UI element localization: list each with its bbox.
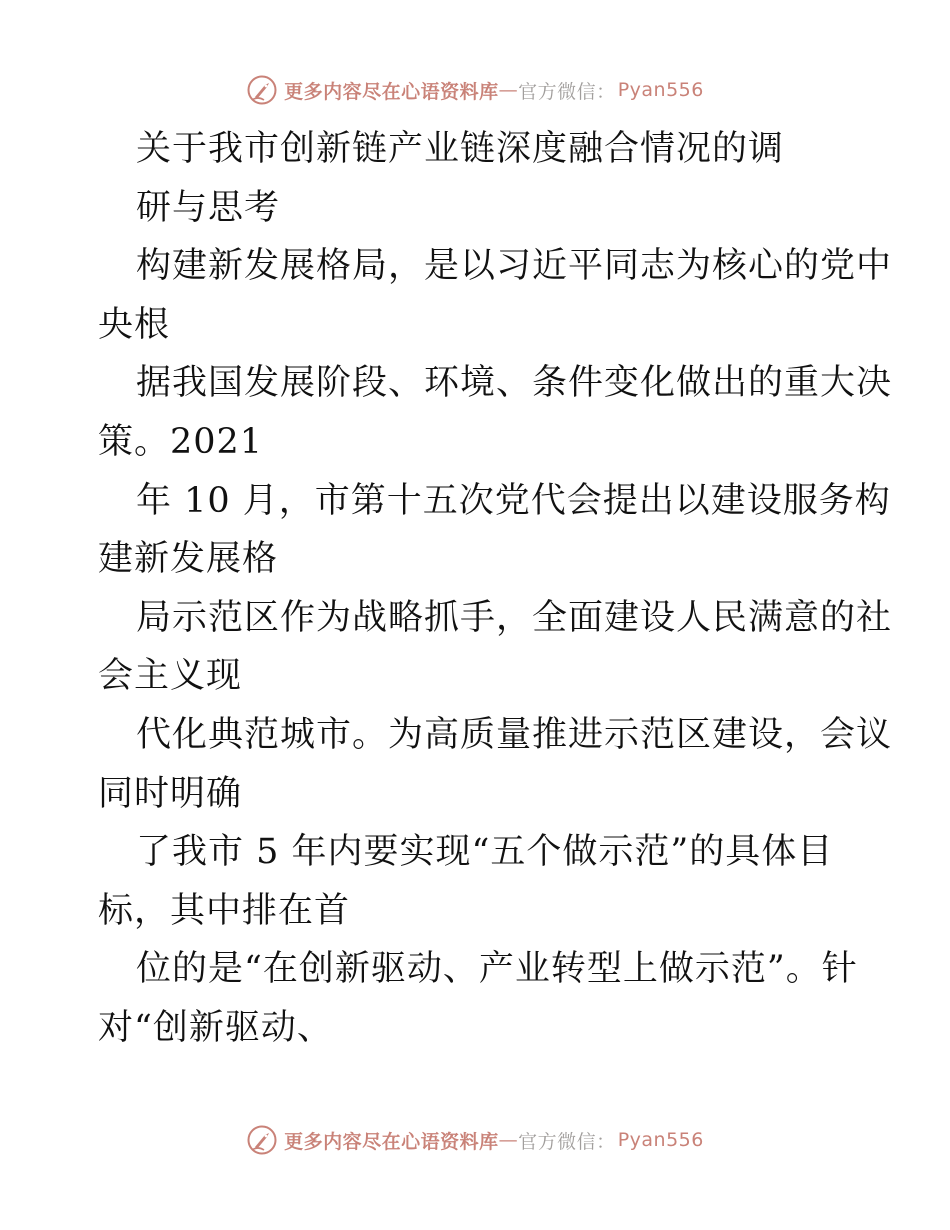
pen-nib-logo [246, 74, 278, 106]
body-line: 位的是“在创新驱动、产业转型上做示范”。针 [136, 949, 858, 990]
body-line: 年 10 月，市第十五次党代会提出以建设服务构 [136, 480, 891, 521]
body-line: 策。2021 [98, 421, 264, 462]
watermark-wechat-label: 官方微信： [518, 1130, 616, 1153]
body-line: 标，其中排在首 [98, 890, 351, 931]
watermark-text: 更多内容尽在心语资料库 [284, 80, 499, 103]
watermark-wechat-label: 官方微信： [518, 80, 616, 103]
document-body [98, 120, 893, 1058]
body-line: 代化典范城市。为高质量推进示范区建设，会议 [136, 714, 893, 755]
body-line: 关于我市创新链产业链深度融合情况的调 [136, 129, 785, 169]
watermark-wechat-id: Pyan556 [617, 79, 704, 101]
footer-watermark [0, 1124, 950, 1156]
body-line: 同时明确 [98, 773, 243, 814]
body-line: 了我市 5 年内要实现“五个做示范”的具体目 [136, 832, 834, 873]
body-line: 央根 [98, 304, 171, 345]
watermark-text: 更多内容尽在心语资料库 [284, 1130, 499, 1153]
watermark-separator: — [498, 79, 519, 101]
body-line: 研与思考 [136, 187, 281, 228]
body-line: 建新发展格 [98, 539, 279, 580]
body-line: 据我国发展阶段、环境、条件变化做出的重大决 [136, 363, 893, 404]
body-line: 构建新发展格局，是以习近平同志为核心的党中 [136, 246, 893, 287]
watermark-wechat-id: Pyan556 [617, 1129, 704, 1151]
header-watermark [0, 74, 950, 106]
body-line: 会主义现 [98, 656, 243, 697]
pen-nib-logo [246, 1124, 278, 1156]
body-line: 局示范区作为战略抓手，全面建设人民满意的社 [136, 597, 893, 638]
watermark-separator: — [498, 1129, 519, 1151]
body-line: 对“创新驱动、 [98, 1007, 333, 1048]
